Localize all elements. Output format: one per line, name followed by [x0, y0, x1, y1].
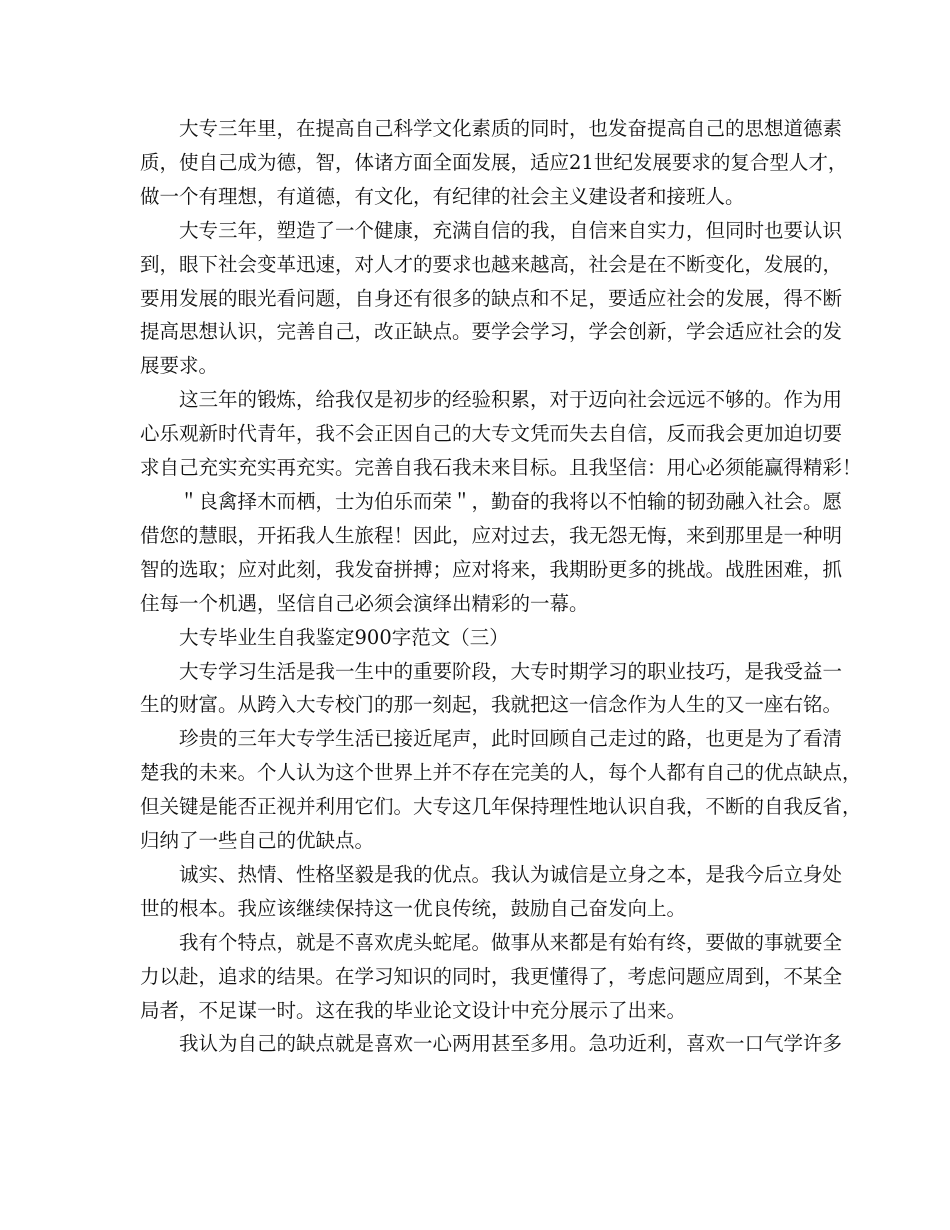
text-line: 这三年的锻炼，给我仅是初步的经验积累，对于迈向社会远远不够的。作为用: [179, 388, 843, 412]
paragraph: [140, 214, 843, 384]
paragraph: [140, 383, 862, 485]
text-line: 求自己充实充实再充实。完善自我石我未来目标。且我坚信：用心必须能赢得精彩！: [140, 456, 862, 480]
text-line: 局者，不足谋一时。这在我的毕业论文设计中充分展示了出来。: [140, 998, 687, 1022]
text-line: 心乐观新时代青年，我不会正因自己的大专文凭而失去自信，反而我会更加迫切要: [140, 422, 843, 446]
text-line: 住每一个机遇，坚信自己必须会演绎出精彩的一幕。: [140, 591, 589, 615]
text-line: 我有个特点，就是不喜欢虎头蛇尾。做事从来都是有始有终，要做的事就要全: [179, 930, 843, 954]
text-line: 归纳了一些自己的优缺点。: [140, 829, 375, 853]
text-line: 做一个有理想，有道德，有文化，有纪律的社会主义建设者和接班人。: [140, 184, 745, 208]
text-line: 质，使自己成为德，智，体诸方面全面发展，适应21世纪发展要求的复合型人才，: [140, 150, 848, 174]
paragraph: [140, 485, 843, 621]
paragraph: [140, 858, 843, 926]
heading-text: 大专毕业生自我鉴定900字范文（三）: [179, 625, 509, 649]
paragraph: [140, 112, 848, 214]
text-line: 世的根本。我应该继续保持这一优良传统，鼓励自己奋发向上。: [140, 896, 687, 920]
text-line: 智的选取；应对此刻，我发奋拼搏；应对将来，我期盼更多的挑战。战胜困难，抓: [140, 557, 843, 581]
text-line: 诚实、热情、性格坚毅是我的优点。我认为诚信是立身之本，是我今后立身处: [179, 862, 843, 886]
paragraph: [140, 926, 843, 1028]
text-line: 楚我的未来。个人认为这个世界上并不存在完美的人，每个人都有自己的优点缺点，: [140, 761, 862, 785]
text-line: ＂良禽择木而栖，士为伯乐而荣＂，勤奋的我将以不怕输的韧劲融入社会。愿: [179, 489, 843, 513]
section-heading: [140, 621, 816, 655]
text-line: 到，眼下社会变革迅速，对人才的要求也越来越高，社会是在不断变化，发展的，: [140, 252, 843, 276]
text-line: 珍贵的三年大专学生活已接近尾声，此时回顾自己走过的路，也更是为了看清: [179, 727, 843, 751]
text-line: 但关键是能否正视并利用它们。大专这几年保持理性地认识自我，不断的自我反省，: [140, 795, 862, 819]
text-line: 借您的慧眼，开拓我人生旅程！因此，应对过去，我无怨无悔，来到那里是一种明: [140, 523, 843, 547]
text-line: 要用发展的眼光看问题，自身还有很多的缺点和不足，要适应社会的发展，得不断: [140, 286, 843, 310]
text-line: 展要求。: [140, 354, 219, 378]
text-line: 大专学习生活是我一生中的重要阶段，大专时期学习的职业技巧，是我受益一: [179, 659, 843, 683]
text-line: 力以赴，追求的结果。在学习知识的同时，我更懂得了，考虑问题应周到，不某全: [140, 964, 843, 988]
paragraph: [140, 722, 862, 858]
text-line: 我认为自己的缺点就是喜欢一心两用甚至多用。急功近利，喜欢一口气学许多: [179, 1032, 843, 1056]
text-line: 大专三年里，在提高自己科学文化素质的同时，也发奋提高自己的思想道德素: [179, 117, 843, 140]
text-line: 生的财富。从跨入大专校门的那一刻起，我就把这一信念作为人生的又一座右铭。: [140, 693, 843, 717]
text-line: 提高思想认识，完善自己，改正缺点。要学会学习，学会创新，学会适应社会的发: [140, 320, 843, 344]
paragraph: [140, 655, 843, 723]
text-line: 大专三年，塑造了一个健康，充满自信的我，自信来自实力，但同时也要认识: [179, 218, 843, 242]
document-page: [140, 112, 862, 1061]
paragraph: [140, 1027, 843, 1061]
